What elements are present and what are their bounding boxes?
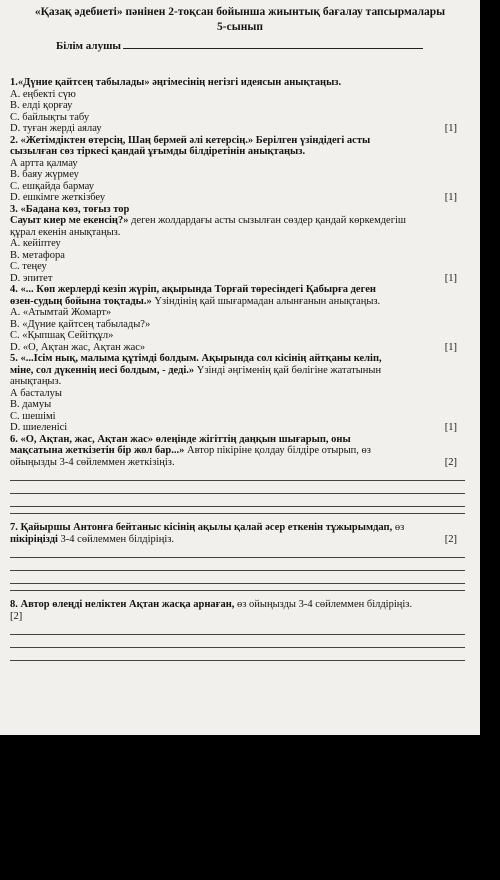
q3-option-a: А. кейіптеу: [10, 238, 61, 249]
q7-mark: [2]: [444, 533, 457, 545]
q5-text-line2: [10, 365, 465, 377]
q5-option-b: В. дамуы: [10, 399, 52, 410]
q8-answer-line-2[interactable]: [10, 635, 465, 648]
q3-quote: Сауыт киер ме екенсің?»: [10, 215, 129, 226]
q2-option-a: А артта қалмау: [10, 157, 78, 169]
questions: [10, 77, 465, 661]
q5-text-line1: 5. «...Ісім нық, малыма құтімді болдым. Ақырында сол кісінің айтқаны келіп,: [10, 353, 382, 364]
q7-text-line2: [10, 534, 174, 546]
q7-line1-rest: өз: [392, 522, 405, 533]
q5-option-a: А басталуы: [10, 387, 62, 399]
q4-text-line1: 4. «... Көп жерлерді кезіп жүріп, ақырында Торғай төресіндегі Қабырға деген: [10, 284, 376, 295]
q3-option-b: В. метафора: [10, 249, 65, 261]
grade-label: 5-сынып: [217, 21, 263, 33]
q5-quote-end: міне, сол дүкеннің иесі болдым, - деді.»: [10, 364, 195, 376]
q8-bold-part: 8. Автор өлеңді неліктен Ақтан жасқа арнаған,: [10, 599, 235, 610]
q1-text: 1.«Дүние қайтсең табылады» әңгімесінің негізгі идеясын анықтаңыз.: [10, 77, 342, 88]
q7-line2-bold: пікіріңізді: [10, 533, 58, 545]
q6-mark: [2]: [444, 456, 457, 468]
q7-text-line1: [10, 522, 465, 534]
q2-option-d: D. ешкімге жеткізбеу: [10, 192, 106, 203]
student-name-line[interactable]: [123, 39, 423, 49]
q2-text-line2: сызылған сөз тіркесі қандай ұғымды білдіретінін анықтаңыз.: [10, 146, 306, 157]
q3-text-line2: [10, 215, 465, 227]
q3-mark: [1]: [444, 272, 457, 284]
q6-answer-line-1[interactable]: [10, 468, 465, 481]
student-label: Білім алушы: [56, 40, 121, 52]
q4-mark: [1]: [444, 341, 457, 353]
q1-option-a: А. еңбекті сүю: [10, 88, 76, 100]
q5-text-line3: анықтаңыз.: [10, 376, 62, 387]
q1-option-c: С. байлықты табу: [10, 111, 90, 123]
q7-answer-line-2[interactable]: [10, 558, 465, 571]
q1-option-d: D. туған жерді аялау: [10, 123, 102, 134]
q6-quote-end: мақсатына жеткізетін бір жол бар...»: [10, 445, 185, 456]
q7-answer-line-3[interactable]: [10, 571, 465, 584]
q2-option-b: В. баяу жүрмеу: [10, 169, 79, 180]
q3-line2-rest: деген жолдардағы асты сызылған сөздер қандай көркемдегіш: [128, 215, 407, 226]
q5-line2-rest: Үзінді әңгіменің қай бөлігіне жататынын: [194, 364, 382, 376]
q4-line2-rest: Үзіндінің қай шығармадан алынғанын анықтаңыз.: [151, 295, 381, 307]
q6-text-line1: 6. «О, Ақтан, жас, Ақтан жас» өлеңінде жігіттің даңқын шығарып, оны: [10, 433, 351, 445]
q6-line2-rest: Автор пікіріне қолдау білдіре отырып, өз: [184, 445, 371, 456]
q5-option-d: D. шиеленісі: [10, 422, 68, 433]
q1-option-d-row: [10, 123, 465, 135]
q4-text-line2: [10, 296, 465, 308]
q5-option-d-row: [10, 422, 465, 434]
q7-answer-line-1[interactable]: [10, 545, 465, 558]
q2-option-d-row: [10, 192, 465, 204]
q1-mark: [1]: [444, 123, 457, 134]
q8-text-line1: [10, 599, 465, 611]
q7-line2-row: [10, 534, 465, 546]
q5-mark: [1]: [444, 422, 457, 433]
q8-answer-line-1[interactable]: [10, 622, 465, 635]
q7-line2-rest: 3-4 сөйлеммен білдіріңіз.: [57, 533, 175, 545]
student-name-field[interactable]: [56, 39, 423, 52]
q6-text-line2: [10, 445, 465, 457]
q3-option-d: D. эпитет: [10, 272, 53, 284]
q6-text-line3: ойыңызды 3-4 сөйлеммен жеткізіңіз.: [10, 456, 175, 468]
q4-option-c: С. «Қыпшақ Сейітқұл»: [10, 330, 114, 341]
q2-mark: [1]: [444, 192, 457, 203]
q4-option-d-row: [10, 342, 465, 354]
worksheet-title: «Қазақ әдебиеті» пәнінен 2-тоқсан бойынша жиынтық бағалау тапсырмалары: [34, 6, 446, 18]
q4-quote-end: өзен-судың бойына тоқтады.»: [10, 295, 152, 307]
q6-answer-line-3[interactable]: [10, 494, 465, 507]
q1-option-b: В. елді қорғау: [10, 100, 73, 111]
q7-bold-part: 7. Қайыршы Антонға бейтаныс кісінің ақылы қалай әсер еткенін тұжырымдап,: [10, 522, 393, 533]
q3-text-line3: құрал екенін анықтаңыз.: [10, 226, 121, 238]
q8-mark: [2]: [10, 610, 23, 622]
q4-option-a: А. «Атымтай Жомарт»: [10, 307, 112, 318]
q4-option-d: D. «О, Ақтан жас, Ақтан жас»: [10, 341, 146, 353]
q5-option-c: С. шешімі: [10, 410, 56, 422]
q6-answer-line-4[interactable]: [10, 507, 465, 514]
q7-answer-line-4[interactable]: [10, 584, 465, 591]
q6-line3-row: [10, 457, 465, 469]
q3-option-c: С. теңеу: [10, 261, 47, 272]
q2-text-line1: 2. «Жетімдіктен өтерсің, Шаң бермей әлі кетерсің.» Берілген үзіндідегі асты: [10, 134, 371, 146]
q2-option-c: С. ешқайда бармау: [10, 180, 95, 192]
q3-option-d-row: [10, 273, 465, 285]
q6-answer-line-2[interactable]: [10, 481, 465, 494]
q8-answer-line-3[interactable]: [10, 648, 465, 661]
q8-line1-rest: өз ойыңызды 3-4 сөйлеммен білдіріңіз.: [234, 599, 413, 610]
q4-option-b: В. «Дүние қайтсең табылады?»: [10, 318, 151, 330]
q3-text-line1: 3. «Бадана көз, тоғыз тор: [10, 203, 130, 215]
